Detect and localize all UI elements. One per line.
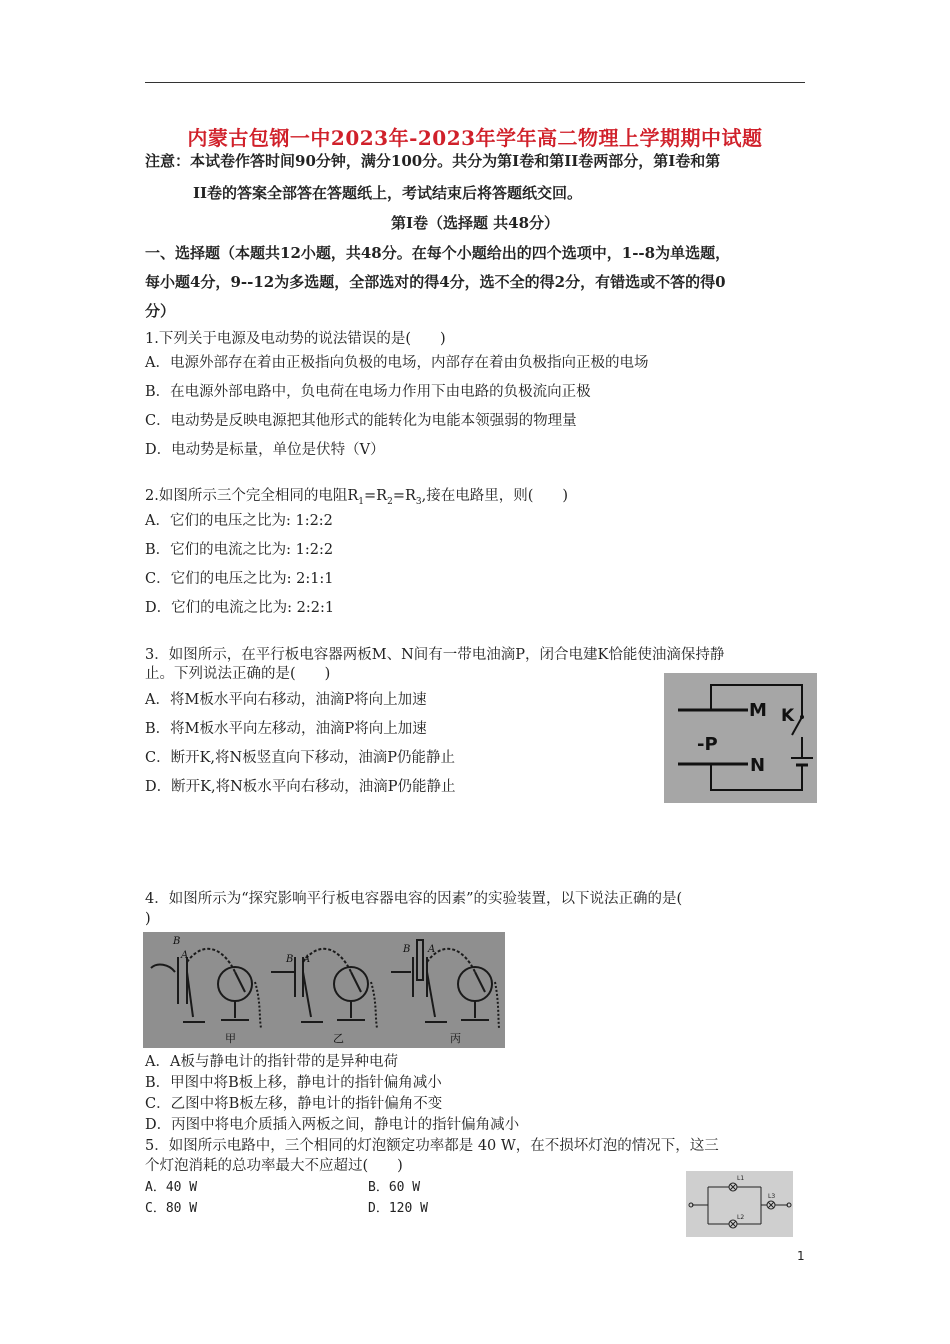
q2-option-c: C．它们的电压之比为: 2:1:1 — [145, 571, 334, 587]
q3-stem-2: 止。下列说法正确的是( ) — [145, 666, 331, 682]
part1-heading: 第Ⅰ卷（选择题 共48分） — [390, 214, 560, 232]
capacitor-circuit-figure — [664, 673, 817, 803]
q5-stem-1: 5．如图所示电路中，三个相同的灯泡额定功率都是 40 W，在不损坏灯泡的情况下，这三 — [145, 1138, 719, 1154]
q5-option-a: A．40 W — [145, 1180, 198, 1195]
section1-line-2: 每小题4分，9--12为多选题，全部选对的得4分，选不全的得2分，有错选或不答的得0 — [145, 273, 726, 291]
lamp-l1-label: L1 — [737, 1175, 745, 1182]
notice-line-1: 注意：本试卷作答时间90分钟，满分100分。共分为第Ⅰ卷和第II卷两部分，第Ⅰ卷和第 — [145, 152, 721, 170]
page-title: 内蒙古包钢一中2023年-2023年学年高二物理上学期期中试题 — [187, 126, 763, 150]
notice-line-2: II卷的答案全部答在答题纸上，考试结束后将答题纸交回。 — [193, 184, 583, 202]
electroscope-experiment-figure — [143, 932, 505, 1048]
q2-option-b: B．它们的电流之比为: 1:2:2 — [145, 542, 334, 558]
q5-option-b: B．60 W — [368, 1180, 421, 1195]
label-a-1: A — [181, 950, 189, 961]
q3-stem-1: 3．如图所示，在平行板电容器两板M、N间有一带电油滴P，闭合电建K恰能使油滴保持静 — [145, 647, 725, 663]
lamp-circuit-figure — [686, 1171, 793, 1237]
q1-option-a: A．电源外部存在着由正极指向负极的电场，内部存在着由负极指向正极的电场 — [145, 355, 649, 371]
label-b-1: B — [173, 936, 181, 947]
plate-m-label: M — [749, 700, 767, 721]
label-b-2: B — [286, 954, 294, 965]
q5-option-d: D．120 W — [368, 1201, 428, 1216]
q2-stem: 2.如图所示三个完全相同的电阻$R_1=R_2=R_3$,接在电路里，则( ) — [145, 488, 569, 507]
caption-bing: 丙 — [450, 1032, 461, 1045]
plate-n-label: N — [750, 755, 766, 776]
q5-stem-2: 个灯泡消耗的总功率最大不应超过( ) — [145, 1158, 403, 1174]
q1-option-c: C．电动势是反映电源把其他形式的能转化为电能本领强弱的物理量 — [145, 413, 577, 429]
label-a-2: A — [303, 954, 311, 965]
q4-option-c: C．乙图中将B板左移，静电计的指针偏角不变 — [145, 1096, 443, 1112]
q3-option-b: B．将M板水平向左移动，油滴P将向上加速 — [145, 721, 427, 737]
q1-option-d: D．电动势是标量，单位是伏特（V） — [145, 442, 385, 458]
q2-option-d: D．它们的电流之比为: 2:2:1 — [145, 600, 335, 616]
q4-option-b: B．甲图中将B板上移，静电计的指针偏角减小 — [145, 1075, 442, 1091]
q4-stem-1: 4．如图所示为“探究影响平行板电容器电容的因素”的实验装置，以下说法正确的是( — [145, 891, 683, 907]
header-rule — [145, 82, 805, 83]
switch-k-label: K — [781, 706, 795, 726]
droplet-p-label: -P — [697, 734, 718, 755]
page-number: 1 — [797, 1249, 805, 1263]
q4-option-d: D．丙图中将电介质插入两板之间，静电计的指针偏角减小 — [145, 1117, 520, 1133]
q5-option-c: C．80 W — [145, 1201, 198, 1216]
q3-option-d: D．断开K,将N板水平向右移动，油滴P仍能静止 — [145, 779, 456, 795]
q4-option-a: A．A板与静电计的指针带的是异种电荷 — [145, 1054, 398, 1070]
label-b-3: B — [403, 944, 411, 955]
q3-option-a: A．将M板水平向右移动，油滴P将向上加速 — [145, 692, 427, 708]
caption-jia: 甲 — [225, 1032, 236, 1045]
lamp-l2-label: L2 — [737, 1214, 745, 1221]
q3-option-c: C．断开K,将N板竖直向下移动，油滴P仍能静止 — [145, 750, 455, 766]
q1-stem: 1.下列关于电源及电动势的说法错误的是( ) — [145, 331, 446, 347]
q2-option-a: A．它们的电压之比为: 1:2:2 — [145, 513, 333, 529]
lamp-l3-label: L3 — [768, 1193, 776, 1200]
label-a-3: A — [428, 944, 436, 955]
q1-option-b: B．在电源外部电路中，负电荷在电场力作用下由电路的负极流向正极 — [145, 384, 591, 400]
section1-line-1: 一、选择题（本题共12小题，共48分。在每个小题给出的四个选项中，1--8为单选题， — [145, 244, 731, 262]
caption-yi: 乙 — [333, 1032, 344, 1045]
q4-stem-2: ) — [145, 911, 151, 927]
section1-line-3: 分） — [145, 302, 176, 320]
